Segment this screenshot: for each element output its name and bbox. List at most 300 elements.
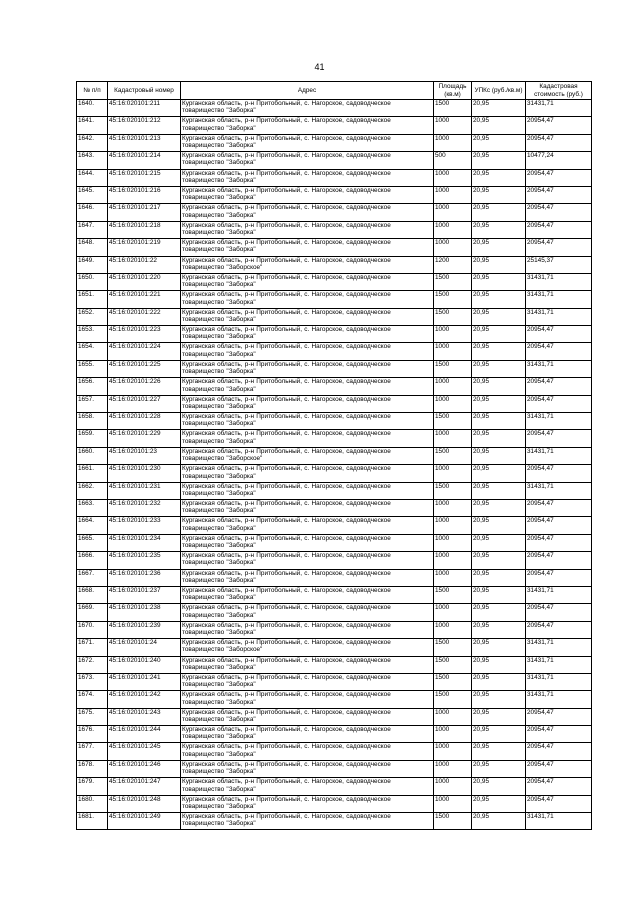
table-row <box>77 117 592 134</box>
address-cell: Курганская область, р-н Притобольный, с. Нагорское, садоводческое товарищество "Заборка" <box>181 552 434 569</box>
table-row <box>77 221 592 238</box>
cadastral-number-cell: 45:16:020101:237 <box>108 586 181 603</box>
area-cell: 1500 <box>434 673 472 690</box>
area-cell: 1000 <box>434 517 472 534</box>
upks-cell: 20,95 <box>472 291 526 308</box>
table-row <box>77 465 592 482</box>
upks-cell: 20,95 <box>472 378 526 395</box>
cadastral-value-cell: 20954,47 <box>526 795 592 812</box>
area-cell: 1000 <box>434 204 472 221</box>
address-cell: Курганская область, р-н Притобольный, с. Нагорское, садоводческое товарищество "Заборка" <box>181 395 434 412</box>
address-cell: Курганская область, р-н Притобольный, с. Нагорское, садоводческое товарищество "Заборка" <box>181 169 434 186</box>
cadastral-value-cell: 20954,47 <box>526 499 592 516</box>
area-cell: 1000 <box>434 430 472 447</box>
cadastral-value-cell: 20954,47 <box>526 726 592 743</box>
upks-cell: 20,95 <box>472 256 526 273</box>
table-body <box>77 100 592 830</box>
address-cell: Курганская область, р-н Притобольный, с. Нагорское, садоводческое товарищество "Заборка" <box>181 134 434 151</box>
header-area: Площадь (кв.м) <box>434 82 472 100</box>
row-number-cell: 1660. <box>77 447 108 464</box>
address-cell: Курганская область, р-н Притобольный, с. Нагорское, садоводческое товарищество "Заборка" <box>181 604 434 621</box>
cadastral-value-cell: 31431,71 <box>526 291 592 308</box>
address-cell: Курганская область, р-н Притобольный, с. Нагорское, садоводческое товарищество "Заборка" <box>181 778 434 795</box>
table-row <box>77 743 592 760</box>
upks-cell: 20,95 <box>472 430 526 447</box>
upks-cell: 20,95 <box>472 343 526 360</box>
table-row <box>77 795 592 812</box>
upks-cell: 20,95 <box>472 395 526 412</box>
cadastral-number-cell: 45:16:020101:239 <box>108 621 181 638</box>
row-number-cell: 1676. <box>77 726 108 743</box>
cadastral-number-cell: 45:16:020101:238 <box>108 604 181 621</box>
upks-cell: 20,95 <box>472 186 526 203</box>
cadastral-value-cell: 31431,71 <box>526 447 592 464</box>
table-row <box>77 604 592 621</box>
area-cell: 1000 <box>434 795 472 812</box>
row-number-cell: 1664. <box>77 517 108 534</box>
row-number-cell: 1650. <box>77 273 108 290</box>
upks-cell: 20,95 <box>472 795 526 812</box>
row-number-cell: 1652. <box>77 308 108 325</box>
cadastral-number-cell: 45:16:020101:23 <box>108 447 181 464</box>
cadastral-number-cell: 45:16:020101:225 <box>108 360 181 377</box>
upks-cell: 20,95 <box>472 552 526 569</box>
area-cell: 1000 <box>434 117 472 134</box>
table-row <box>77 308 592 325</box>
table-row <box>77 413 592 430</box>
address-cell: Курганская область, р-н Притобольный, с. Нагорское, садоводческое товарищество "Заборка" <box>181 308 434 325</box>
cadastral-table <box>76 81 592 830</box>
table-row <box>77 499 592 516</box>
table-row <box>77 343 592 360</box>
cadastral-value-cell: 31431,71 <box>526 273 592 290</box>
area-cell: 1500 <box>434 639 472 656</box>
table-row <box>77 760 592 777</box>
row-number-cell: 1648. <box>77 239 108 256</box>
cadastral-number-cell: 45:16:020101:217 <box>108 204 181 221</box>
cadastral-value-cell: 31431,71 <box>526 413 592 430</box>
cadastral-value-cell: 20954,47 <box>526 239 592 256</box>
cadastral-number-cell: 45:16:020101:236 <box>108 569 181 586</box>
cadastral-number-cell: 45:16:020101:213 <box>108 134 181 151</box>
table-row <box>77 656 592 673</box>
cadastral-value-cell: 20954,47 <box>526 221 592 238</box>
cadastral-value-cell: 20954,47 <box>526 778 592 795</box>
cadastral-number-cell: 45:16:020101:215 <box>108 169 181 186</box>
area-cell: 1000 <box>434 239 472 256</box>
address-cell: Курганская область, р-н Притобольный, с. Нагорское, садоводческое товарищество "Заборка" <box>181 186 434 203</box>
header-value: Кадастровая стоимость (руб.) <box>526 82 592 100</box>
cadastral-number-cell: 45:16:020101:220 <box>108 273 181 290</box>
table-row <box>77 621 592 638</box>
cadastral-value-cell: 20954,47 <box>526 604 592 621</box>
cadastral-number-cell: 45:16:020101:245 <box>108 743 181 760</box>
cadastral-number-cell: 45:16:020101:244 <box>108 726 181 743</box>
upks-cell: 20,95 <box>472 778 526 795</box>
area-cell: 1000 <box>434 378 472 395</box>
row-number-cell: 1665. <box>77 534 108 551</box>
cadastral-value-cell: 31431,71 <box>526 100 592 117</box>
table-row <box>77 273 592 290</box>
area-cell: 1000 <box>434 760 472 777</box>
address-cell: Курганская область, р-н Притобольный, с. Нагорское, садоводческое товарищество "Заборка" <box>181 813 434 830</box>
cadastral-number-cell: 45:16:020101:219 <box>108 239 181 256</box>
cadastral-value-cell: 20954,47 <box>526 378 592 395</box>
table-row <box>77 534 592 551</box>
header-address: Адрес <box>181 82 434 100</box>
table-row <box>77 430 592 447</box>
cadastral-value-cell: 20954,47 <box>526 743 592 760</box>
row-number-cell: 1679. <box>77 778 108 795</box>
area-cell: 1500 <box>434 813 472 830</box>
address-cell: Курганская область, р-н Притобольный, с. Нагорское, садоводческое товарищество "Заборское" <box>181 639 434 656</box>
cadastral-value-cell: 31431,71 <box>526 360 592 377</box>
address-cell: Курганская область, р-н Притобольный, с. Нагорское, садоводческое товарищество "Заборка" <box>181 100 434 117</box>
row-number-cell: 1675. <box>77 708 108 725</box>
cadastral-value-cell: 20954,47 <box>526 204 592 221</box>
table-row <box>77 326 592 343</box>
table-row <box>77 447 592 464</box>
address-cell: Курганская область, р-н Притобольный, с. Нагорское, садоводческое товарищество "Заборка" <box>181 743 434 760</box>
upks-cell: 20,95 <box>472 308 526 325</box>
row-number-cell: 1643. <box>77 152 108 169</box>
upks-cell: 20,95 <box>472 639 526 656</box>
table-row <box>77 134 592 151</box>
area-cell: 1000 <box>434 569 472 586</box>
cadastral-value-cell: 10477,24 <box>526 152 592 169</box>
area-cell: 1000 <box>434 726 472 743</box>
cadastral-value-cell: 20954,47 <box>526 169 592 186</box>
cadastral-value-cell: 20954,47 <box>526 186 592 203</box>
address-cell: Курганская область, р-н Притобольный, с. Нагорское, садоводческое товарищество "Заборка" <box>181 708 434 725</box>
area-cell: 1000 <box>434 343 472 360</box>
address-cell: Курганская область, р-н Притобольный, с. Нагорское, садоводческое товарищество "Заборка" <box>181 465 434 482</box>
cadastral-number-cell: 45:16:020101:241 <box>108 673 181 690</box>
cadastral-value-cell: 31431,71 <box>526 308 592 325</box>
row-number-cell: 1645. <box>77 186 108 203</box>
row-number-cell: 1667. <box>77 569 108 586</box>
upks-cell: 20,95 <box>472 656 526 673</box>
area-cell: 1000 <box>434 134 472 151</box>
cadastral-value-cell: 20954,47 <box>526 552 592 569</box>
table-row <box>77 778 592 795</box>
row-number-cell: 1669. <box>77 604 108 621</box>
address-cell: Курганская область, р-н Притобольный, с. Нагорское, садоводческое товарищество "Заборка" <box>181 499 434 516</box>
upks-cell: 20,95 <box>472 743 526 760</box>
upks-cell: 20,95 <box>472 708 526 725</box>
cadastral-value-cell: 31431,71 <box>526 639 592 656</box>
address-cell: Курганская область, р-н Притобольный, с. Нагорское, садоводческое товарищество "Заборское" <box>181 447 434 464</box>
area-cell: 1500 <box>434 100 472 117</box>
address-cell: Курганская область, р-н Притобольный, с. Нагорское, садоводческое товарищество "Заборка" <box>181 795 434 812</box>
table-row <box>77 639 592 656</box>
row-number-cell: 1647. <box>77 221 108 238</box>
address-cell: Курганская область, р-н Притобольный, с. Нагорское, садоводческое товарищество "Заборское" <box>181 256 434 273</box>
cadastral-value-cell: 20954,47 <box>526 517 592 534</box>
row-number-cell: 1680. <box>77 795 108 812</box>
row-number-cell: 1673. <box>77 673 108 690</box>
table-row <box>77 517 592 534</box>
cadastral-value-cell: 31431,71 <box>526 586 592 603</box>
table-row <box>77 169 592 186</box>
table-row <box>77 726 592 743</box>
row-number-cell: 1654. <box>77 343 108 360</box>
row-number-cell: 1655. <box>77 360 108 377</box>
cadastral-number-cell: 45:16:020101:247 <box>108 778 181 795</box>
cadastral-value-cell: 31431,71 <box>526 673 592 690</box>
cadastral-value-cell: 20954,47 <box>526 534 592 551</box>
address-cell: Курганская область, р-н Притобольный, с. Нагорское, садоводческое товарищество "Заборка" <box>181 673 434 690</box>
row-number-cell: 1681. <box>77 813 108 830</box>
row-number-cell: 1671. <box>77 639 108 656</box>
upks-cell: 20,95 <box>472 221 526 238</box>
table-row <box>77 378 592 395</box>
table-header-row <box>77 82 592 100</box>
cadastral-number-cell: 45:16:020101:214 <box>108 152 181 169</box>
cadastral-number-cell: 45:16:020101:242 <box>108 691 181 708</box>
area-cell: 1200 <box>434 256 472 273</box>
table-row <box>77 673 592 690</box>
cadastral-number-cell: 45:16:020101:227 <box>108 395 181 412</box>
cadastral-value-cell: 20954,47 <box>526 708 592 725</box>
table-row <box>77 708 592 725</box>
upks-cell: 20,95 <box>472 673 526 690</box>
upks-cell: 20,95 <box>472 517 526 534</box>
header-cadastral-number: Кадастровый номер <box>108 82 181 100</box>
row-number-cell: 1670. <box>77 621 108 638</box>
address-cell: Курганская область, р-н Притобольный, с. Нагорское, садоводческое товарищество "Заборка" <box>181 517 434 534</box>
row-number-cell: 1678. <box>77 760 108 777</box>
area-cell: 1000 <box>434 604 472 621</box>
address-cell: Курганская область, р-н Притобольный, с. Нагорское, садоводческое товарищество "Заборка" <box>181 760 434 777</box>
address-cell: Курганская область, р-н Притобольный, с. Нагорское, садоводческое товарищество "Заборка" <box>181 326 434 343</box>
row-number-cell: 1651. <box>77 291 108 308</box>
upks-cell: 20,95 <box>472 621 526 638</box>
cadastral-number-cell: 45:16:020101:230 <box>108 465 181 482</box>
upks-cell: 20,95 <box>472 239 526 256</box>
upks-cell: 20,95 <box>472 726 526 743</box>
address-cell: Курганская область, р-н Притобольный, с. Нагорское, садоводческое товарищество "Заборка" <box>181 221 434 238</box>
area-cell: 1500 <box>434 308 472 325</box>
address-cell: Курганская область, р-н Притобольный, с. Нагорское, садоводческое товарищество "Заборка" <box>181 413 434 430</box>
cadastral-number-cell: 45:16:020101:228 <box>108 413 181 430</box>
area-cell: 1500 <box>434 691 472 708</box>
address-cell: Курганская область, р-н Притобольный, с. Нагорское, садоводческое товарищество "Заборка" <box>181 586 434 603</box>
cadastral-value-cell: 20954,47 <box>526 621 592 638</box>
area-cell: 1000 <box>434 743 472 760</box>
address-cell: Курганская область, р-н Притобольный, с. Нагорское, садоводческое товарищество "Заборка" <box>181 343 434 360</box>
table-row <box>77 204 592 221</box>
row-number-cell: 1661. <box>77 465 108 482</box>
cadastral-number-cell: 45:16:020101:229 <box>108 430 181 447</box>
upks-cell: 20,95 <box>472 326 526 343</box>
row-number-cell: 1644. <box>77 169 108 186</box>
row-number-cell: 1663. <box>77 499 108 516</box>
row-number-cell: 1646. <box>77 204 108 221</box>
address-cell: Курганская область, р-н Притобольный, с. Нагорское, садоводческое товарищество "Заборка" <box>181 691 434 708</box>
cadastral-number-cell: 45:16:020101:22 <box>108 256 181 273</box>
cadastral-number-cell: 45:16:020101:231 <box>108 482 181 499</box>
upks-cell: 20,95 <box>472 813 526 830</box>
row-number-cell: 1672. <box>77 656 108 673</box>
upks-cell: 20,95 <box>472 482 526 499</box>
upks-cell: 20,95 <box>472 360 526 377</box>
cadastral-value-cell: 20954,47 <box>526 430 592 447</box>
cadastral-number-cell: 45:16:020101:223 <box>108 326 181 343</box>
address-cell: Курганская область, р-н Притобольный, с. Нагорское, садоводческое товарищество "Заборка" <box>181 378 434 395</box>
area-cell: 1000 <box>434 326 472 343</box>
cadastral-number-cell: 45:16:020101:24 <box>108 639 181 656</box>
upks-cell: 20,95 <box>472 499 526 516</box>
cadastral-number-cell: 45:16:020101:248 <box>108 795 181 812</box>
cadastral-number-cell: 45:16:020101:249 <box>108 813 181 830</box>
table-row <box>77 360 592 377</box>
address-cell: Курганская область, р-н Притобольный, с. Нагорское, садоводческое товарищество "Заборка" <box>181 621 434 638</box>
area-cell: 1500 <box>434 273 472 290</box>
row-number-cell: 1658. <box>77 413 108 430</box>
cadastral-number-cell: 45:16:020101:218 <box>108 221 181 238</box>
header-upks: УПКс (руб./кв.м) <box>472 82 526 100</box>
table-row <box>77 239 592 256</box>
table-row <box>77 256 592 273</box>
cadastral-number-cell: 45:16:020101:246 <box>108 760 181 777</box>
cadastral-number-cell: 45:16:020101:212 <box>108 117 181 134</box>
address-cell: Курганская область, р-н Притобольный, с. Нагорское, садоводческое товарищество "Заборка" <box>181 360 434 377</box>
upks-cell: 20,95 <box>472 117 526 134</box>
upks-cell: 20,95 <box>472 691 526 708</box>
address-cell: Курганская область, р-н Притобольный, с. Нагорское, садоводческое товарищество "Заборка" <box>181 291 434 308</box>
table-row <box>77 569 592 586</box>
area-cell: 1000 <box>434 221 472 238</box>
row-number-cell: 1677. <box>77 743 108 760</box>
address-cell: Курганская область, р-н Притобольный, с. Нагорское, садоводческое товарищество "Заборка" <box>181 569 434 586</box>
cadastral-number-cell: 45:16:020101:234 <box>108 534 181 551</box>
area-cell: 1500 <box>434 360 472 377</box>
table-row <box>77 100 592 117</box>
cadastral-number-cell: 45:16:020101:211 <box>108 100 181 117</box>
area-cell: 1000 <box>434 552 472 569</box>
page-number: 41 <box>314 62 325 72</box>
row-number-cell: 1659. <box>77 430 108 447</box>
area-cell: 1000 <box>434 186 472 203</box>
area-cell: 1000 <box>434 534 472 551</box>
row-number-cell: 1656. <box>77 378 108 395</box>
area-cell: 1000 <box>434 621 472 638</box>
cadastral-value-cell: 20954,47 <box>526 134 592 151</box>
row-number-cell: 1640. <box>77 100 108 117</box>
row-number-cell: 1657. <box>77 395 108 412</box>
cadastral-value-cell: 31431,71 <box>526 482 592 499</box>
upks-cell: 20,95 <box>472 604 526 621</box>
header-num: № п/п <box>77 82 108 100</box>
upks-cell: 20,95 <box>472 134 526 151</box>
cadastral-number-cell: 45:16:020101:243 <box>108 708 181 725</box>
cadastral-number-cell: 45:16:020101:221 <box>108 291 181 308</box>
cadastral-number-cell: 45:16:020101:222 <box>108 308 181 325</box>
area-cell: 1000 <box>434 169 472 186</box>
area-cell: 1000 <box>434 395 472 412</box>
cadastral-value-cell: 20954,47 <box>526 569 592 586</box>
table-row <box>77 552 592 569</box>
address-cell: Курганская область, р-н Притобольный, с. Нагорское, садоводческое товарищество "Заборка" <box>181 273 434 290</box>
cadastral-number-cell: 45:16:020101:224 <box>108 343 181 360</box>
cadastral-value-cell: 20954,47 <box>526 760 592 777</box>
row-number-cell: 1662. <box>77 482 108 499</box>
area-cell: 1000 <box>434 499 472 516</box>
area-cell: 1500 <box>434 482 472 499</box>
upks-cell: 20,95 <box>472 152 526 169</box>
cadastral-value-cell: 25145,37 <box>526 256 592 273</box>
upks-cell: 20,95 <box>472 534 526 551</box>
area-cell: 1500 <box>434 413 472 430</box>
area-cell: 500 <box>434 152 472 169</box>
table-row <box>77 586 592 603</box>
row-number-cell: 1674. <box>77 691 108 708</box>
address-cell: Курганская область, р-н Притобольный, с. Нагорское, садоводческое товарищество "Заборка" <box>181 656 434 673</box>
cadastral-value-cell: 31431,71 <box>526 813 592 830</box>
table-row <box>77 152 592 169</box>
upks-cell: 20,95 <box>472 204 526 221</box>
cadastral-number-cell: 45:16:020101:216 <box>108 186 181 203</box>
row-number-cell: 1653. <box>77 326 108 343</box>
row-number-cell: 1649. <box>77 256 108 273</box>
table-row <box>77 395 592 412</box>
cadastral-value-cell: 20954,47 <box>526 326 592 343</box>
address-cell: Курганская область, р-н Притобольный, с. Нагорское, садоводческое товарищество "Заборка" <box>181 239 434 256</box>
address-cell: Курганская область, р-н Притобольный, с. Нагорское, садоводческое товарищество "Заборка" <box>181 117 434 134</box>
upks-cell: 20,95 <box>472 413 526 430</box>
address-cell: Курганская область, р-н Притобольный, с. Нагорское, садоводческое товарищество "Заборка" <box>181 482 434 499</box>
cadastral-number-cell: 45:16:020101:240 <box>108 656 181 673</box>
upks-cell: 20,95 <box>472 447 526 464</box>
address-cell: Курганская область, р-н Притобольный, с. Нагорское, садоводческое товарищество "Заборка" <box>181 430 434 447</box>
row-number-cell: 1666. <box>77 552 108 569</box>
table-row <box>77 482 592 499</box>
cadastral-value-cell: 20954,47 <box>526 343 592 360</box>
area-cell: 1000 <box>434 465 472 482</box>
cadastral-value-cell: 20954,47 <box>526 465 592 482</box>
row-number-cell: 1642. <box>77 134 108 151</box>
area-cell: 1000 <box>434 708 472 725</box>
upks-cell: 20,95 <box>472 273 526 290</box>
upks-cell: 20,95 <box>472 569 526 586</box>
row-number-cell: 1641. <box>77 117 108 134</box>
upks-cell: 20,95 <box>472 100 526 117</box>
cadastral-value-cell: 20954,47 <box>526 395 592 412</box>
cadastral-number-cell: 45:16:020101:235 <box>108 552 181 569</box>
upks-cell: 20,95 <box>472 465 526 482</box>
cadastral-value-cell: 31431,71 <box>526 691 592 708</box>
address-cell: Курганская область, р-н Притобольный, с. Нагорское, садоводческое товарищество "Заборка" <box>181 726 434 743</box>
cadastral-number-cell: 45:16:020101:232 <box>108 499 181 516</box>
area-cell: 1500 <box>434 291 472 308</box>
upks-cell: 20,95 <box>472 586 526 603</box>
upks-cell: 20,95 <box>472 169 526 186</box>
cadastral-value-cell: 20954,47 <box>526 117 592 134</box>
area-cell: 1500 <box>434 656 472 673</box>
address-cell: Курганская область, р-н Притобольный, с. Нагорское, садоводческое товарищество "Заборка" <box>181 152 434 169</box>
row-number-cell: 1668. <box>77 586 108 603</box>
upks-cell: 20,95 <box>472 760 526 777</box>
area-cell: 1000 <box>434 778 472 795</box>
table-row <box>77 813 592 830</box>
address-cell: Курганская область, р-н Притобольный, с. Нагорское, садоводческое товарищество "Заборка" <box>181 534 434 551</box>
cadastral-number-cell: 45:16:020101:233 <box>108 517 181 534</box>
cadastral-value-cell: 31431,71 <box>526 656 592 673</box>
table-row <box>77 186 592 203</box>
address-cell: Курганская область, р-н Притобольный, с. Нагорское, садоводческое товарищество "Заборка" <box>181 204 434 221</box>
table-row <box>77 291 592 308</box>
